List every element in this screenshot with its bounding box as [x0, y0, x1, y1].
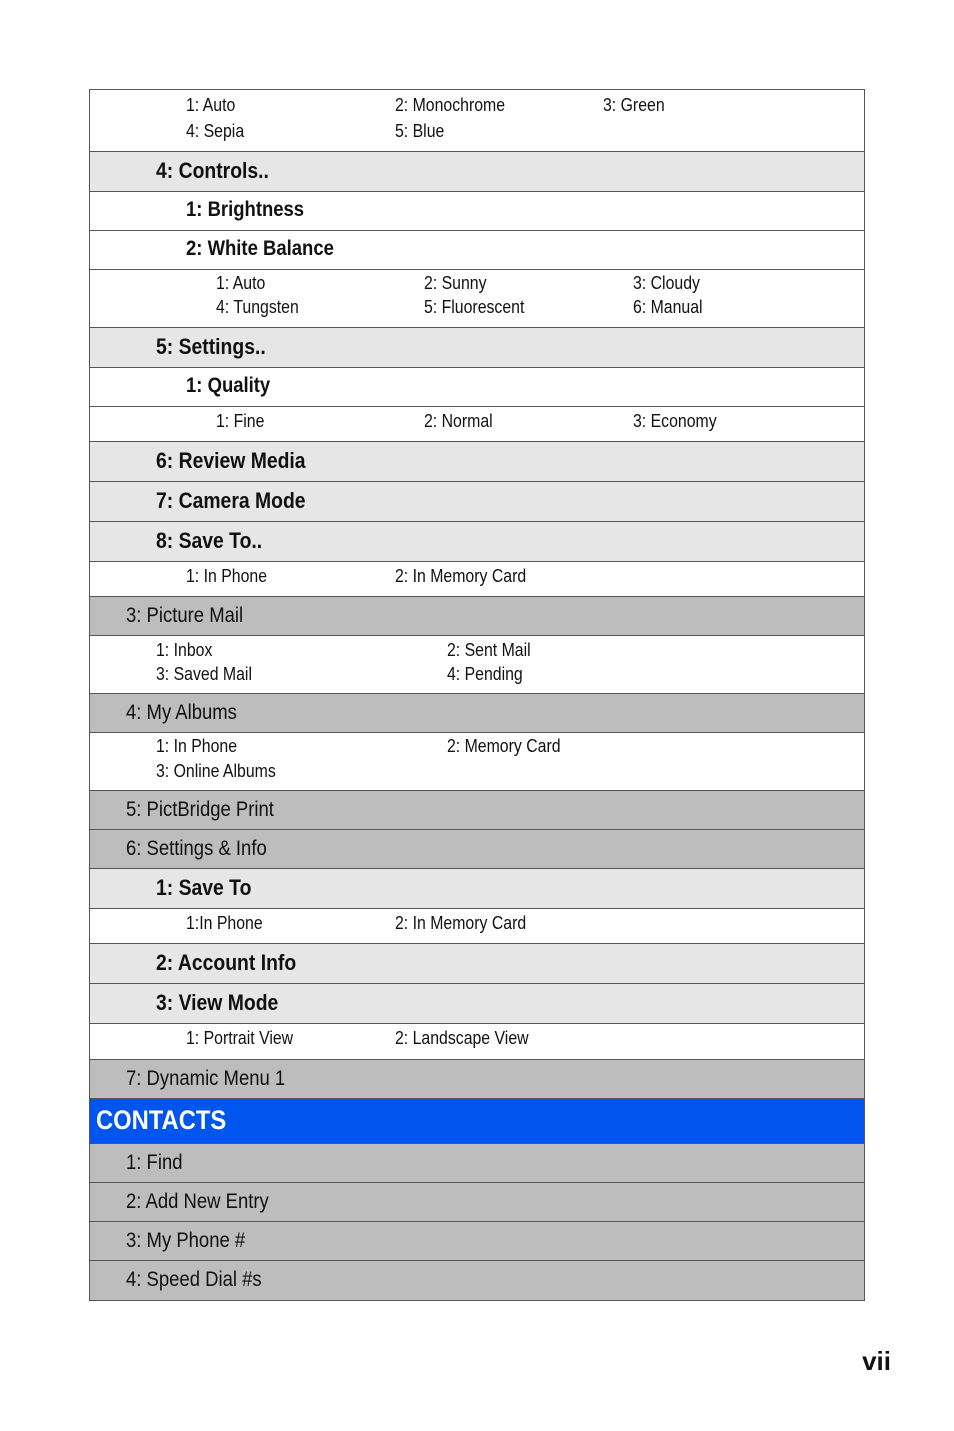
- option-saved-mail: 3: Saved Mail: [156, 664, 252, 684]
- option-landscape-view: 2: Landscape View: [395, 1028, 529, 1048]
- picture-mail-options-row: [90, 636, 864, 694]
- menu-item-my-phone-number: [90, 1222, 864, 1261]
- menu-item-camera-mode: [90, 482, 864, 522]
- menu-item-label: 8: Save To..: [156, 528, 263, 553]
- save-to-options-row: [90, 562, 864, 597]
- menu-item-view-mode: [90, 984, 864, 1024]
- menu-item-label: 1: Brightness: [186, 198, 305, 221]
- option-in-phone: 1: In Phone: [156, 736, 238, 756]
- color-tone-options-row: [90, 90, 864, 152]
- menu-item-quality: [90, 368, 864, 407]
- menu-item-save-to: [90, 522, 864, 562]
- menu-item-label: 2: Add New Entry: [126, 1190, 269, 1213]
- option-auto: 1: Auto: [186, 95, 236, 115]
- menu-item-label: 5: PictBridge Print: [126, 798, 274, 821]
- option-portrait-view: 1: Portrait View: [186, 1028, 294, 1048]
- settings-save-to-options-row: [90, 909, 864, 944]
- option-monochrome: 2: Monochrome: [395, 95, 506, 115]
- menu-item-my-albums: [90, 694, 864, 733]
- menu-item-account-info: [90, 944, 864, 984]
- menu-item-settings-save-to: [90, 869, 864, 909]
- menu-item-add-new-entry: [90, 1183, 864, 1222]
- white-balance-options-row: [90, 270, 864, 328]
- menu-item-label: 5: Settings..: [156, 334, 266, 359]
- option-sent-mail: 2: Sent Mail: [447, 640, 531, 660]
- option-online-albums: 3: Online Albums: [156, 761, 276, 781]
- contacts-section-header: [90, 1099, 864, 1144]
- option-cloudy: 3: Cloudy: [633, 273, 700, 293]
- menu-item-white-balance: [90, 231, 864, 270]
- option-fine: 1: Fine: [216, 411, 265, 431]
- menu-item-label: 2: Account Info: [156, 950, 297, 975]
- menu-item-pictbridge-print: [90, 791, 864, 830]
- menu-item-label: 4: My Albums: [126, 701, 237, 724]
- menu-item-label: 7: Camera Mode: [156, 488, 306, 513]
- menu-item-settings: [90, 328, 864, 368]
- option-fluorescent: 5: Fluorescent: [424, 297, 525, 317]
- option-pending: 4: Pending: [447, 664, 523, 684]
- menu-item-label: 3: View Mode: [156, 990, 279, 1015]
- menu-item-speed-dial: [90, 1261, 864, 1300]
- menu-item-label: 7: Dynamic Menu 1: [126, 1067, 286, 1090]
- view-mode-options-row: [90, 1024, 864, 1060]
- menu-table: [89, 89, 865, 1301]
- option-in-memory-card: 2: In Memory Card: [395, 566, 527, 586]
- menu-item-find: [90, 1144, 864, 1183]
- option-manual: 6: Manual: [633, 297, 703, 317]
- menu-item-label: 1: Find: [126, 1151, 183, 1174]
- option-auto: 1: Auto: [216, 273, 266, 293]
- quality-options-row: [90, 407, 864, 442]
- option-in-memory-card: 2: In Memory Card: [395, 913, 527, 933]
- menu-item-label: 4: Speed Dial #s: [126, 1268, 262, 1291]
- my-albums-options-row: [90, 733, 864, 791]
- option-economy: 3: Economy: [633, 411, 717, 431]
- menu-item-picture-mail: [90, 597, 864, 636]
- option-sunny: 2: Sunny: [424, 273, 487, 293]
- option-tungsten: 4: Tungsten: [216, 297, 299, 317]
- option-in-phone: 1: In Phone: [186, 566, 268, 586]
- option-memory-card: 2: Memory Card: [447, 736, 561, 756]
- menu-item-settings-info: [90, 830, 864, 869]
- menu-item-label: 6: Settings & Info: [126, 837, 267, 860]
- menu-item-review-media: [90, 442, 864, 482]
- option-blue: 5: Blue: [395, 121, 445, 141]
- menu-item-label: 1: Save To: [156, 875, 252, 900]
- menu-item-label: 1: Quality: [186, 374, 271, 397]
- section-title: CONTACTS: [96, 1105, 227, 1135]
- option-green: 3: Green: [603, 95, 665, 115]
- option-in-phone: 1:In Phone: [186, 913, 263, 933]
- menu-item-label: 2: White Balance: [186, 237, 334, 260]
- menu-item-label: 4: Controls..: [156, 158, 269, 183]
- menu-item-label: 3: Picture Mail: [126, 604, 244, 627]
- option-sepia: 4: Sepia: [186, 121, 245, 141]
- menu-item-dynamic-menu: [90, 1060, 864, 1099]
- menu-item-label: 3: My Phone #: [126, 1229, 246, 1252]
- option-inbox: 1: Inbox: [156, 640, 213, 660]
- page-number: vii: [862, 1346, 891, 1376]
- option-normal: 2: Normal: [424, 411, 493, 431]
- menu-item-label: 6: Review Media: [156, 448, 306, 473]
- menu-item-controls: [90, 152, 864, 192]
- menu-item-brightness: [90, 192, 864, 231]
